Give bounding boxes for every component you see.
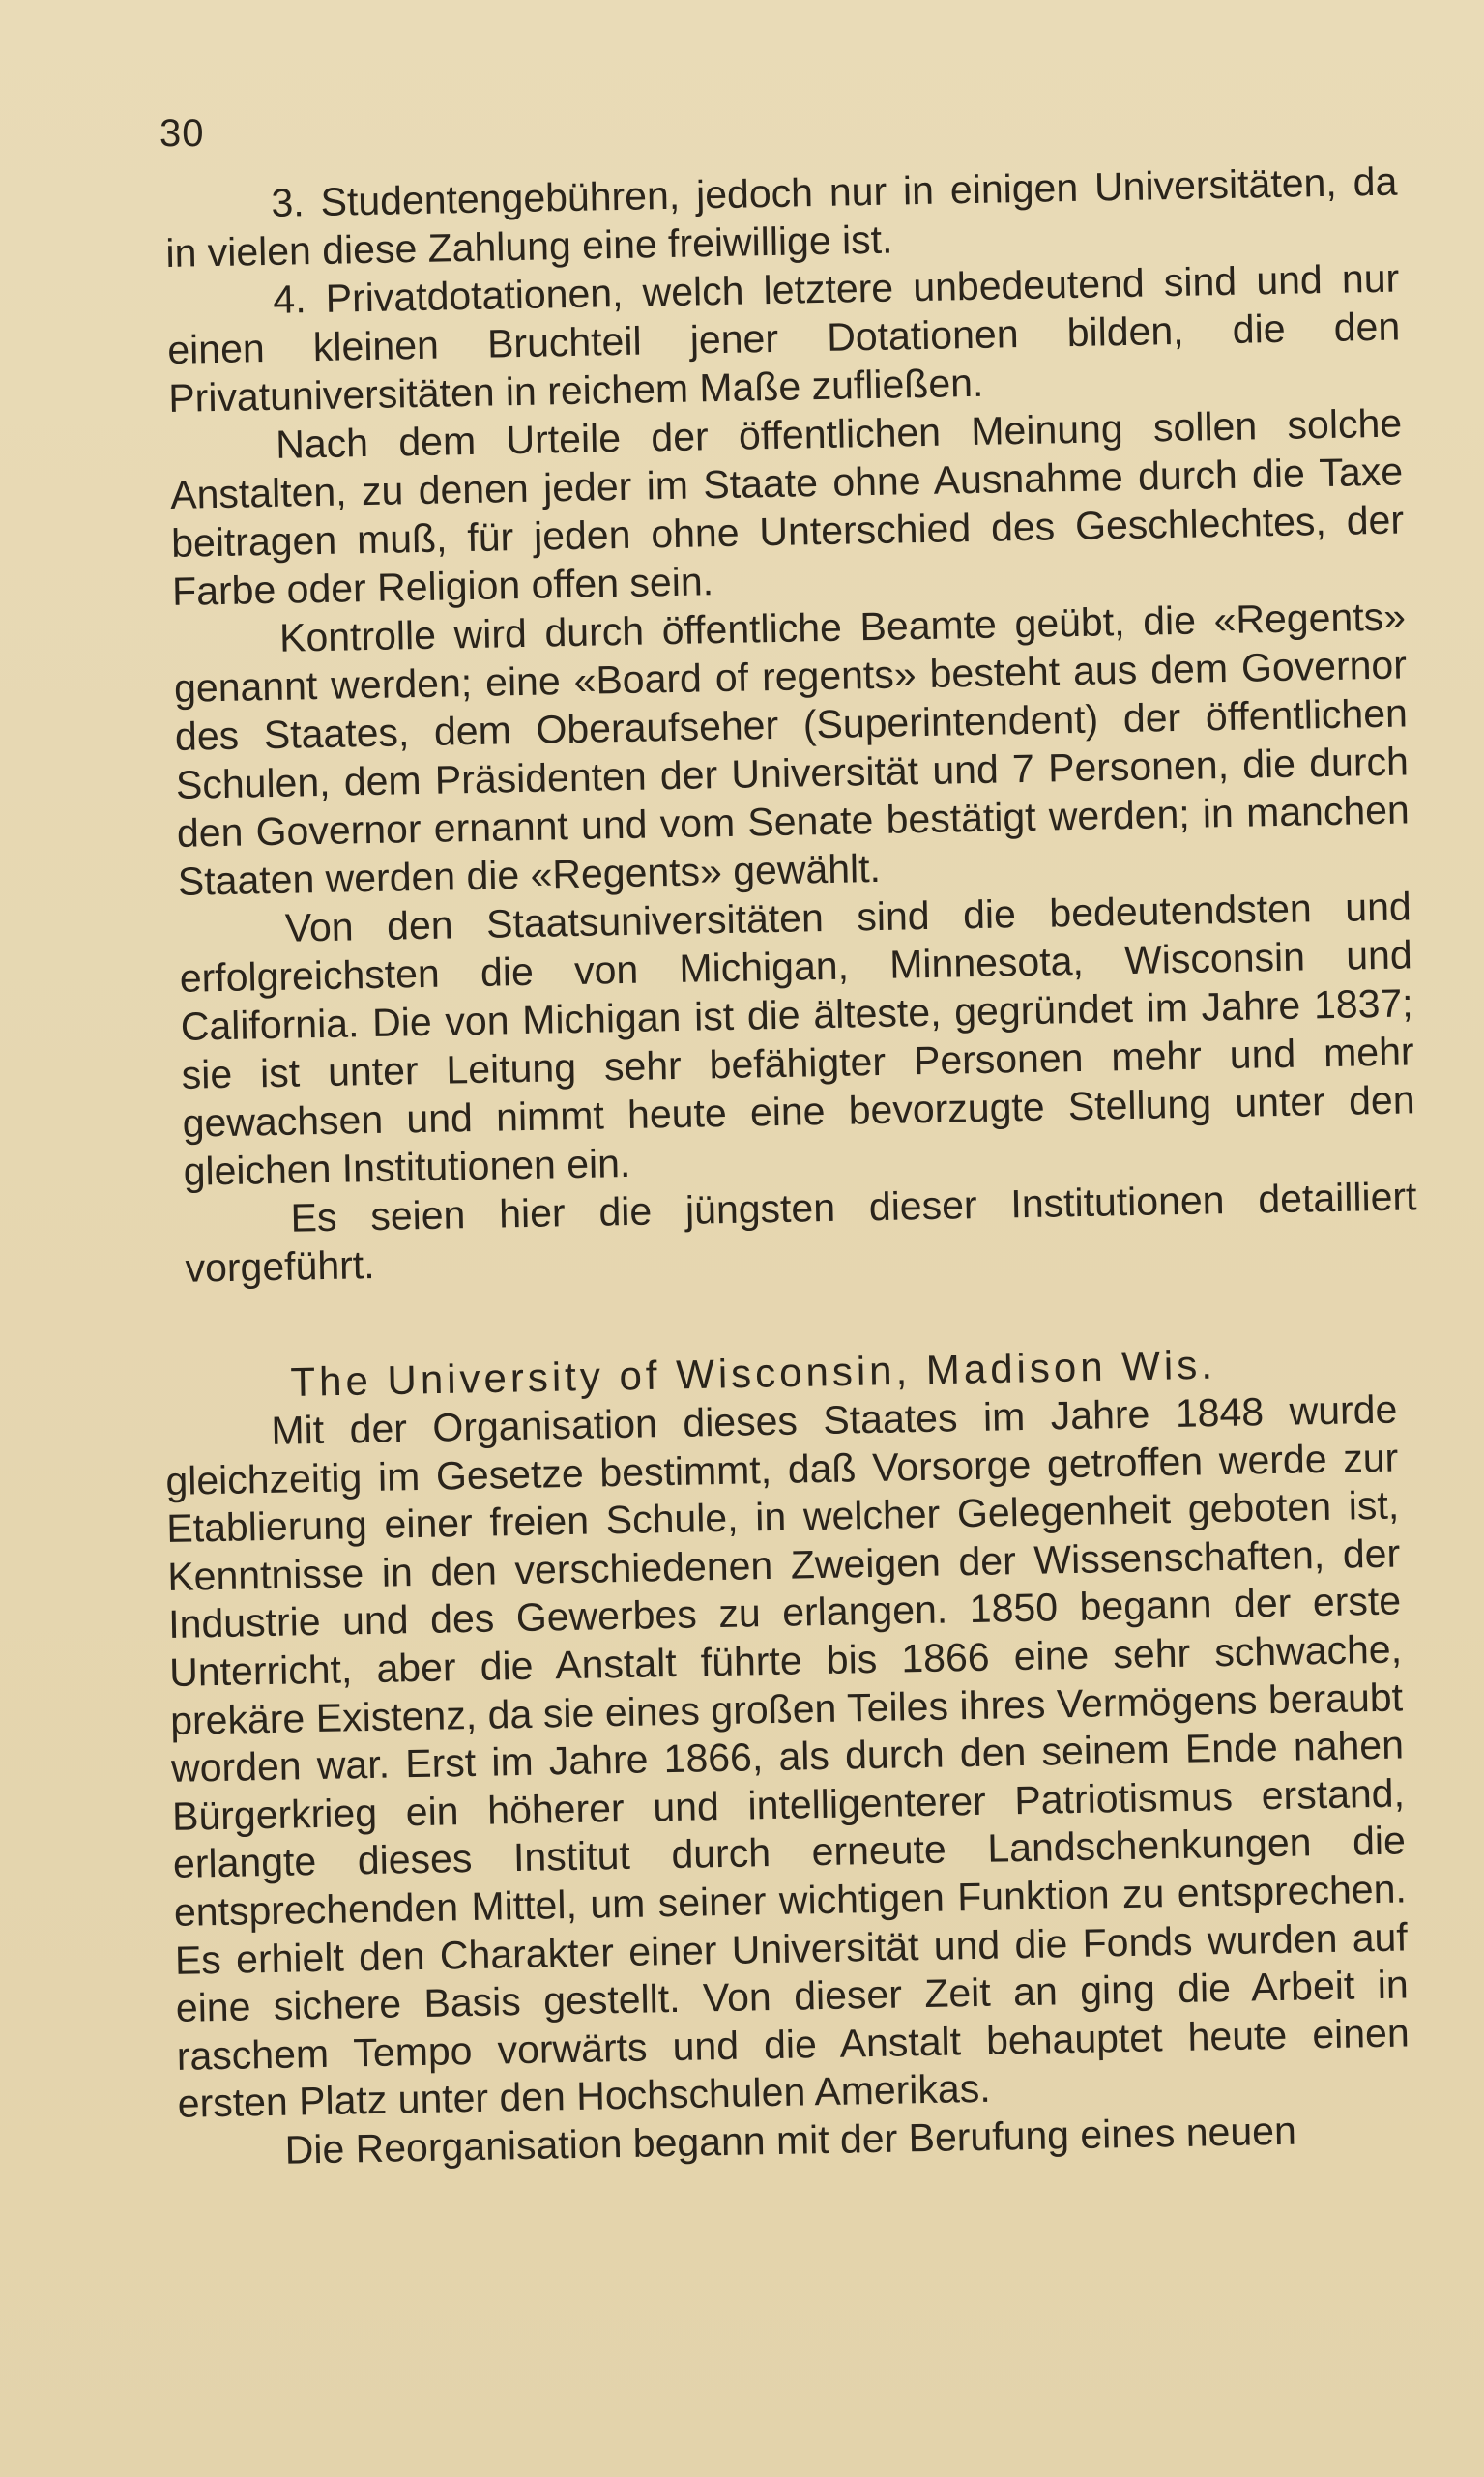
paragraph-regents: Kontrolle wird durch öffentliche Beamte geübt, die «Regents» genannt werden; eine «Board of regents» besteht aus dem Governor des Staates, dem Oberaufseher (Superintendent) der öffentlichen Schulen, dem Präsidenten der Universität und 7 Personen, die durch den Governor ernannt und vom Senate bestätigt werden; in manchen Staaten werden die «Regents» gewählt. <box>173 594 1411 904</box>
paragraph-public-opinion: Nach dem Urteile der öffentlichen Meinung sollen solche Anstalten, zu denen jeder im Staate ohne Ausnahme durch die Taxe beitragen muß, für jeden ohne Unterschied des Geschlechtes, der Farbe oder Religion offen sein. <box>169 400 1405 614</box>
paragraph-wisconsin-history: Mit der Organisation dieses Staates im Jahre 1848 wurde gleichzeitig im Gesetze bestimmt, daß Vorsorge getroffen werde zur Etablierung einer freien Schule, in welcher Gelegenheit geboten ist, Kenntnisse in den verschiedenen Zweigen der Wissenschaften, der Industrie und des Gewerbes zu erlangen. 1850 begann der erste Unterricht, aber die Anstalt führte bis 1866 eine sehr schwache, prekäre Existenz, da sie eines großen Teiles ihres Vermögens beraubt worden war. Erst im Jahre 1866, als durch den seinem Ende nahen Bürgerkrieg ein höherer und intelligenterer Patriotismus erstand, erlangte dieses Institut durch erneute Landschenkungen die entsprechenden Mittel, um seiner wichtigen Funktion zu entsprechen. Es erhielt den Charakter einer Universität und die Fonds wurden auf eine sichere Basis gestellt. Von dieser Zeit an ging die Arbeit in raschem Tempo vorwärts und die Anstalt behauptet heute einen ersten Platz unter den Hochschulen Amerikas. <box>164 1386 1411 2127</box>
text-block-wisconsin <box>164 1386 1411 2177</box>
paragraph-private-endowments: 4. Privatdotationen, welch letztere unbedeutend sind und nur einen kleinen Bruchteil jener Dotationen bilden, die den Privatuniversitäten in reichem Maße zufließen. <box>166 255 1401 421</box>
paragraph-student-fees: 3. Studentengebühren, jedoch nur in einigen Universitäten, da in vielen diese Zahlung eine freiwillige ist. <box>164 159 1398 276</box>
paragraph-reorganisation: Die Reorganisation begann mit der Berufung eines neuen <box>284 2108 1297 2172</box>
text-block-funding <box>164 158 1418 1293</box>
paragraph-state-universities: Von den Staatsuniversitäten sind die bedeutendsten und erfolgreichsten die von Michigan, Minnesota, Wisconsin und California. Die von Michigan ist die älteste, gegründet im Jahre 1837; sie ist unter Leitung sehr befähigter Personen mehr und mehr gewachsen und nimmt heute eine bevorzugte Stellung unter den gleichen Institutionen ein. <box>179 884 1415 1194</box>
paragraph-introduction: Es seien hier die jüngsten dieser Institutionen detailliert vorgeführt. <box>185 1174 1417 1291</box>
section-heading: The University of Wisconsin, Madison Wis. <box>290 1341 1217 1405</box>
page-number: 30 <box>160 112 205 155</box>
